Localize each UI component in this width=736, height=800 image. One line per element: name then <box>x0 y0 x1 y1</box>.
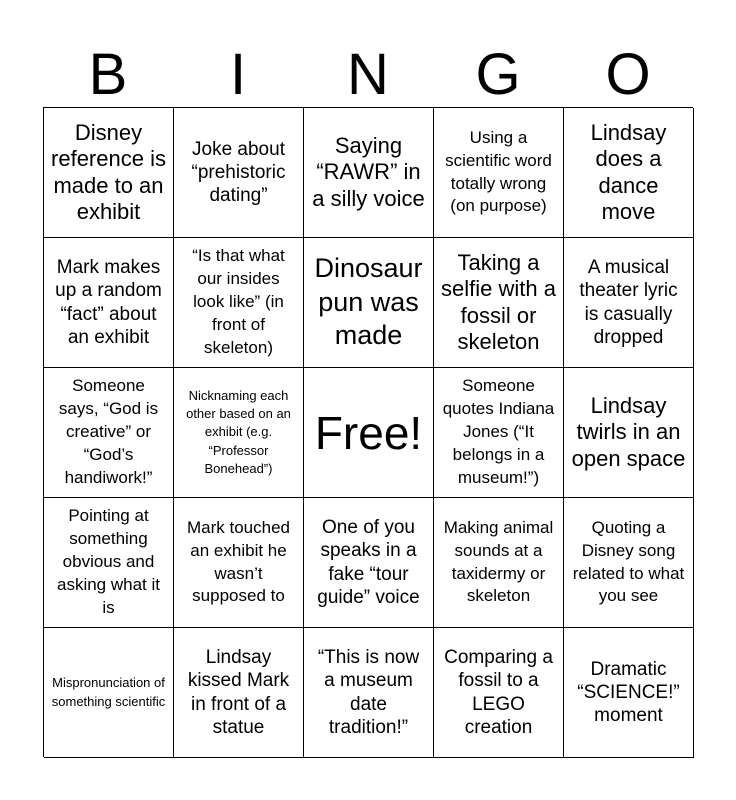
bingo-cell-r2c5[interactable] <box>564 238 694 368</box>
cell-text: Mispronunciation of something scientific <box>51 675 166 709</box>
cell-text: “Is that what our insides look like” (in front of skeleton) <box>192 246 285 357</box>
bingo-header <box>43 44 693 106</box>
cell-text: One of you speaks in a fake “tour guide” voice <box>317 517 420 608</box>
cell-text: Quoting a Disney song related to what you see <box>572 517 685 606</box>
header-letter-n: N <box>347 42 389 107</box>
cell-text: Mark touched an exhibit he wasn’t supposed to <box>187 517 290 606</box>
bingo-cell-r5c2[interactable] <box>174 628 304 758</box>
bingo-cell-r4c1[interactable] <box>44 498 174 628</box>
bingo-cell-r4c3[interactable] <box>304 498 434 628</box>
cell-text: Disney reference is made to an exhibit <box>51 119 166 224</box>
bingo-cell-r3c1[interactable] <box>44 368 174 498</box>
free-space-text: Free! <box>314 406 423 459</box>
bingo-cell-r4c4[interactable] <box>434 498 564 628</box>
cell-text: Mark makes up a random “fact” about an exhibit <box>55 257 162 348</box>
bingo-cell-r2c1[interactable] <box>44 238 174 368</box>
bingo-cell-r1c4[interactable] <box>434 108 564 238</box>
header-letter-i: I <box>229 42 247 107</box>
bingo-cell-r1c2[interactable] <box>174 108 304 238</box>
bingo-cell-r3c2[interactable] <box>174 368 304 498</box>
bingo-cell-r2c4[interactable] <box>434 238 564 368</box>
bingo-cell-r5c4[interactable] <box>434 628 564 758</box>
cell-text: Lindsay does a dance move <box>590 119 667 224</box>
bingo-cell-free[interactable] <box>304 368 434 498</box>
bingo-cell-r1c3[interactable] <box>304 108 434 238</box>
header-letter-b: B <box>88 42 128 107</box>
bingo-cell-r1c5[interactable] <box>564 108 694 238</box>
bingo-cell-r5c1[interactable] <box>44 628 174 758</box>
cell-text: Someone says, “God is creative” or “God’s handiwork!” <box>58 376 159 487</box>
cell-text: Dinosaur pun was made <box>314 252 423 351</box>
bingo-cell-r5c3[interactable] <box>304 628 434 758</box>
cell-text: Taking a selfie with a fossil or skeleton <box>441 249 556 354</box>
bingo-cell-r5c5[interactable] <box>564 628 694 758</box>
cell-text: “This is now a museum date tradition!” <box>317 647 420 738</box>
bingo-cell-r3c5[interactable] <box>564 368 694 498</box>
header-letter-g: G <box>475 42 521 107</box>
bingo-cell-r2c3[interactable] <box>304 238 434 368</box>
cell-text: Using a scientific word totally wrong (on purpose) <box>445 127 552 216</box>
bingo-grid <box>43 107 693 757</box>
cell-text: Making animal sounds at a taxidermy or skeleton <box>443 517 554 606</box>
cell-text: Saying “RAWR” in a silly voice <box>312 132 425 211</box>
bingo-cell-r3c4[interactable] <box>434 368 564 498</box>
bingo-cell-r4c5[interactable] <box>564 498 694 628</box>
cell-text: Lindsay kissed Mark in front of a statue <box>187 647 290 738</box>
cell-text: Someone quotes Indiana Jones (“It belongs in a museum!”) <box>442 376 555 487</box>
cell-text: A musical theater lyric is casually dropped <box>579 257 678 348</box>
bingo-cell-r2c2[interactable] <box>174 238 304 368</box>
bingo-cell-r4c2[interactable] <box>174 498 304 628</box>
cell-text: Lindsay twirls in an open space <box>571 392 686 471</box>
header-letter-o: O <box>605 42 651 107</box>
cell-text: Nicknaming each other based on an exhibit (e.g. “Professor Bonehead”) <box>186 388 291 476</box>
bingo-cell-r1c1[interactable] <box>44 108 174 238</box>
cell-text: Joke about “prehistoric dating” <box>191 138 286 207</box>
cell-text: Dramatic “SCIENCE!” moment <box>577 658 680 727</box>
cell-text: Pointing at something obvious and asking what it is <box>57 506 160 617</box>
cell-text: Comparing a fossil to a LEGO creation <box>444 647 553 738</box>
